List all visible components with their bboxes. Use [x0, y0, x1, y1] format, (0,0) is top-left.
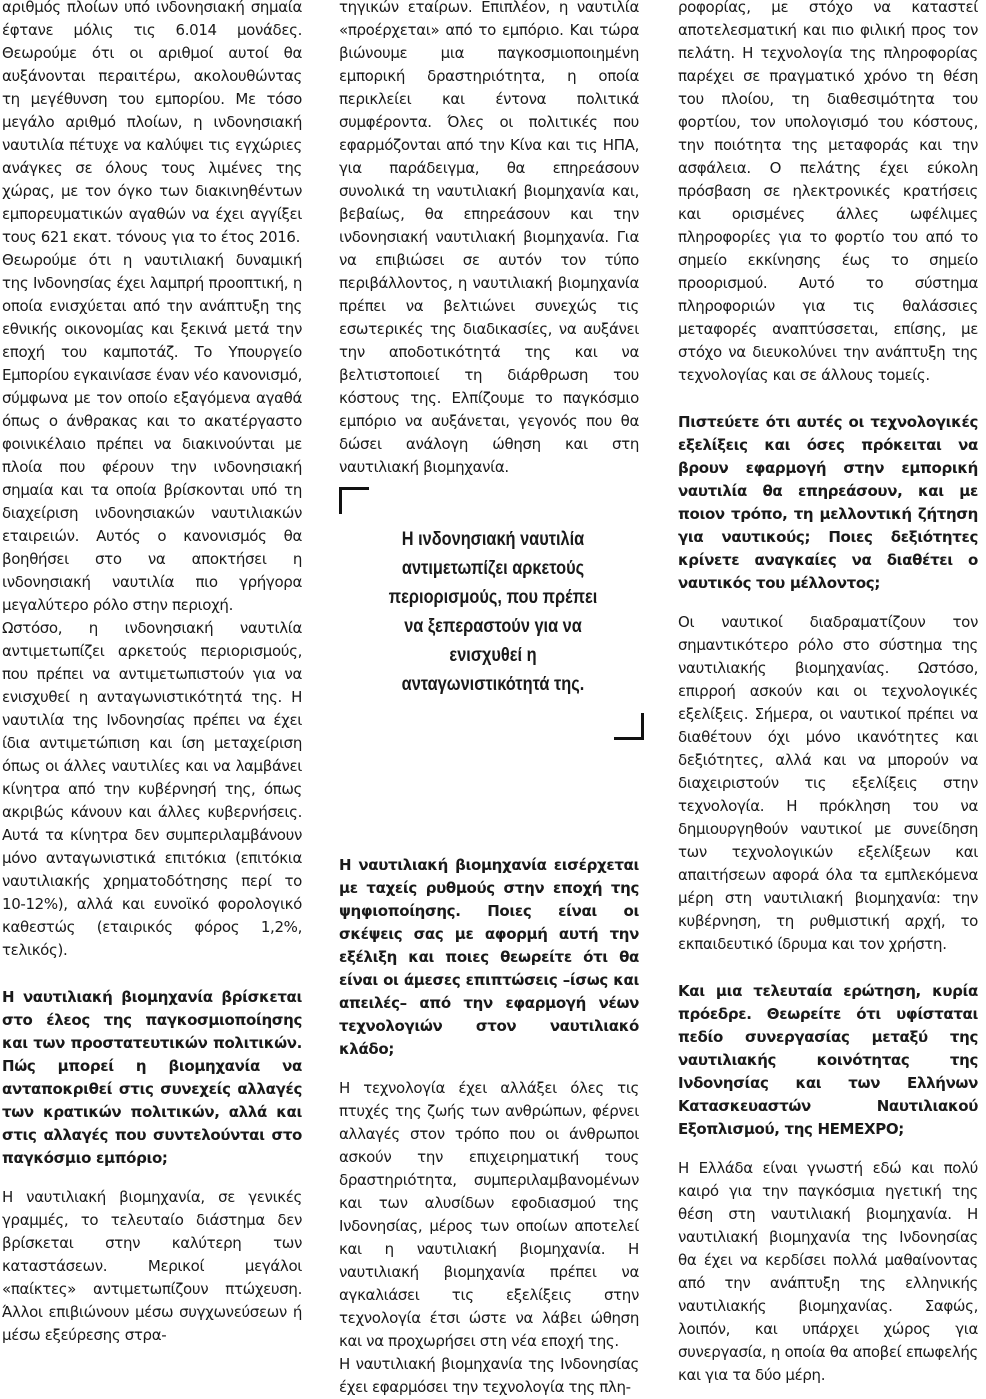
interview-question: Πιστεύετε ότι αυτές οι τεχνολογικές εξελίξεις και όσες πρόκειται να βρουν εφαρμογή στην εμπορική ναυτιλία θα επηρεάσουν, και με ποιον τρόπο, τη μελλοντική ζήτηση για ναυτικούς; Ποιες δεξιότητες κρίνετε αναγκαίες να διαθέτει ο ναυτικός του μέλλοντος;	[678, 413, 978, 592]
column-1	[2, 0, 302, 1347]
body-paragraph: Θεωρούμε ότι η ναυτιλιακή δυναμική της Ινδονησίας έχει λαμπρή προοπτική, η οποία ενισχύεται από την ανάπτυξη της εθνικής οικονομίας και ξεκινά μετά την εποχή του καμποτάζ. Το Υπουργείο Εμπορίου εγκαινίασε έναν νέο κανονισμό, σύμφωνα με τον οποίο εξαγόμενα αγαθά όπως ο άνθρακας και το ακατέργαστο φοινικέλαιο πρέπει να διακινούνται με πλοία που φέρουν την ινδονησιακή σημαία και τα οποία βρίσκονται υπό τη διαχείριση ινδονησιακών ναυτιλιακών εταιρειών. Αυτός ο κανονισμός θα βοηθήσει στο να αποκτήσει η ινδονησιακή ναυτιλία πιο γρήγορα μεγαλύτερο ρόλο στην περιοχή.	[2, 251, 303, 614]
pull-quote-corner-top-left	[339, 487, 369, 514]
pull-quote-text: Η ινδονησιακή ναυτιλία αντιμετωπίζει αρκετούς περιορισμούς, που πρέπει να ξεπεραστούν για να ενισχυθεί η ανταγωνιστικότητά της.	[388, 529, 598, 695]
interview-question: Η ναυτιλιακή βιομηχανία βρίσκεται στο έλεος της παγκοσμιοποίησης και των προστατευτικών πολιτικών. Πώς μπορεί η βιομηχανία να ανταποκριθεί στις συνεχείς αλλαγές των κρατικών πολιτικών, αλλά και στις αλλαγές που συντελούνται στο παγκόσμιο εμπόριο;	[2, 988, 302, 1167]
body-paragraph: Η ναυτιλιακή βιομηχανία της Ινδονησίας έχει εφαρμόσει την τεχνολογία της πλη-	[339, 1355, 639, 1396]
pull-quote-corner-bottom-right	[614, 713, 644, 740]
body-paragraph: Οι ναυτικοί διαδραματίζουν τον σημαντικότερο ρόλο στο σύστημα της ναυτιλιακής βιομηχανίας. Ωστόσο, επιρροή ασκούν και οι τεχνολογικές εξελίξεις. Σήμερα, οι ναυτικοί πρέπει να διαθέτουν όχι μόνο ικανότητες και δεξιότητες, αλλά και να μπορούν να διαχειριστούν τις εξελίξεις στην τεχνολογία. Η πρόκληση του να δημιουργηθούν ναυτικοί με συνείδηση των τεχνολογικών εξελίξεων και απαιτήσεων αφορά όλα τα εμπλεκόμενα μέρη στη ναυτιλιακή βιομηχανία: την κυβέρνηση, τη ρυθμιστική αρχή, το εκπαιδευτικό ίδρυμα και τον χρήστη.	[678, 613, 978, 953]
body-paragraph: αριθμός πλοίων υπό ινδονησιακή σημαία έφτανε μόλις τις 6.014 μονάδες. Θεωρούμε ότι οι αριθμοί αυτοί θα αυξάνονται περαιτέρω, ακολουθώντας τη μεγέθυνση του εμπορίου. Με τόσο μεγάλο αριθμό πλοίων, η ινδονησιακή ναυτιλία πέτυχε να καλύψει τις εγχώριες ανάγκες σε όλους τους λιμένες της χώρας, με τον όγκο των διακινηθέντων εμπορευματικών αγαθών να έχει αγγίξει τους 621 εκατ. τόνους για το έτος 2016.	[2, 0, 302, 246]
body-paragraph: Ωστόσο, η ινδονησιακή ναυτιλία αντιμετωπίζει αρκετούς περιορισμούς, που πρέπει να αντιμετωπιστούν για να ενισχυθεί η ανταγωνιστικότητά της. Η ναυτιλία της Ινδονησίας πρέπει να έχει ίδια αντιμετώπιση και ίση μεταχείριση όπως οι άλλες ναυτιλίες και να λαμβάνει κίνητρα από την κυβέρνησή της, όπως ακριβώς κάνουν και άλλες κυβερνήσεις. Αυτά τα κίνητρα δεν συμπεριλαμβάνουν μόνο ανταγωνιστικά επιτόκια (επιτόκια ναυτιλιακής χρηματοδότησης περί το 10-12%), αλλά και ευνοϊκό φορολογικό καθεστώς (εταιρικός φόρος 1,2%, τελικός).	[2, 619, 302, 959]
column-3	[678, 0, 978, 1387]
body-paragraph: Η τεχνολογία έχει αλλάξει όλες τις πτυχές της ζωής των ανθρώπων, φέρνει αλλαγές στον τρόπο που οι άνθρωποι ασκούν την επιχειρηματική τους δραστηριότητα, συμπεριλαμβανομένων και των αλυσίδων εφοδιασμού της Ινδονησίας, μέρος των οποίων αποτελεί και η ναυτιλιακή βιομηχανία. Η ναυτιλιακή βιομηχανία πρέπει να αγκαλιάσει τις εξελίξεις στην τεχνολογία έτσι ώστε να λάβει ώθηση και να προχωρήσει στη νέα εποχή της.	[339, 1079, 639, 1350]
body-paragraph: Η ναυτιλιακή βιομηχανία, σε γενικές γραμμές, το τελευταίο διάστημα δεν βρίσκεται στην καλύτερη των καταστάσεων. Μερικοί μεγάλοι «παίκτες» αντιμετωπίζουν πτώχευση. Άλλοι επιβιώνουν μέσω συγχωνεύσεων ή μέσω εξεύρεσης στρα-	[2, 1188, 302, 1344]
body-paragraph: ροφορίας, με στόχο να καταστεί αποτελεσματική και πιο φιλική προς τον πελάτη. Η τεχνολογία της πληροφορίας παρέχει σε πραγματικό χρόνο τη θέση του πλοίου, τη διαθεσιμότητα του φορτίου, τον υπολογισμό του κόστους, την ποιότητα της μεταφοράς και την ασφάλεια. Ο πελάτης έχει εύκολη πρόσβαση σε ηλεκτρονικές κρατήσεις και ορισμένες άλλες ωφέλιμες πληροφορίες για το φορτίο του από το σημείο εκκίνησης έως το σημείο προορισμού. Αυτό το σύστημα πληροφοριών για τις θαλάσσιες μεταφορές αναπτύσσεται, επίσης, με στόχο να διευκολύνει την ανάπτυξη της τεχνολογίας και σε άλλους τομείς.	[678, 0, 978, 384]
pull-quote-box	[339, 487, 644, 740]
interview-question: Και μια τελευταία ερώτηση, κυρία πρόεδρε. Θεωρείτε ότι υφίσταται πεδίο συνεργασίας μεταξύ της ναυτιλιακής κοινότητας της Ινδονησίας και των Ελλήνων Κατασκευαστών Ναυτιλιακού Εξοπλισμού, της HEMEXPO;	[678, 982, 978, 1138]
body-paragraph: τηγικών εταίρων. Επιπλέον, η ναυτιλία «προέρχεται» από το εμπόριο. Και τώρα βιώνουμε μια παγκοσμιοποιημένη εμπορική δραστηριότητα, η οποία περικλείει και έντονα πολιτικά συμφέροντα. Όλες οι πολιτικές που εφαρμόζονται από την Κίνα και τις ΗΠΑ, για παράδειγμα, θα επηρεάσουν συνολικά τη ναυτιλιακή βιομηχανία και, βεβαίως, θα επηρεάσουν και την ινδονησιακή ναυτιλιακή βιομηχανία. Για να επιβιώσει σε αυτόν τον τύπο περιβάλλοντος, η ναυτιλιακή βιομηχανία πρέπει να βελτιώνει συνεχώς τις εσωτερικές της διαδικασίες, να αυξάνει την αποδοτικότητά της και να βελτιστοποιεί τη διάρθρωση του κόστους της. Ελπίζουμε το παγκόσμιο εμπόριο να αυξάνεται, γεγονός που θα δώσει ανάλογη ώθηση και στη ναυτιλιακή βιομηχανία.	[339, 0, 639, 476]
body-paragraph: Η Ελλάδα είναι γνωστή εδώ και πολύ καιρό για την παγκόσμια ηγετική της θέση στη ναυτιλιακή βιομηχανία. Η ναυτιλιακή βιομηχανία της Ινδονησίας θα έχει να κερδίσει πολλά μαθαίνοντας από την ανάπτυξη της ελληνικής ναυτιλιακής βιομηχανίας. Σαφώς, λοιπόν, και υπάρχει χώρος για συνεργασία, η οποία θα αποβεί επωφελής και για τα δύο μέρη.	[678, 1159, 978, 1384]
interview-question: Η ναυτιλιακή βιομηχανία εισέρχεται με ταχείς ρυθμούς στην εποχή της ψηφιοποίησης. Ποιες είναι οι σκέψεις σας με αφορμή αυτή την εξέλιξη και ποιες θεωρείτε ότι θα είναι οι άμεσες επιπτώσεις –ίσως και απειλές– από την εφαρμογή νέων τεχνολογιών στον ναυτιλιακό κλάδο;	[339, 856, 639, 1058]
